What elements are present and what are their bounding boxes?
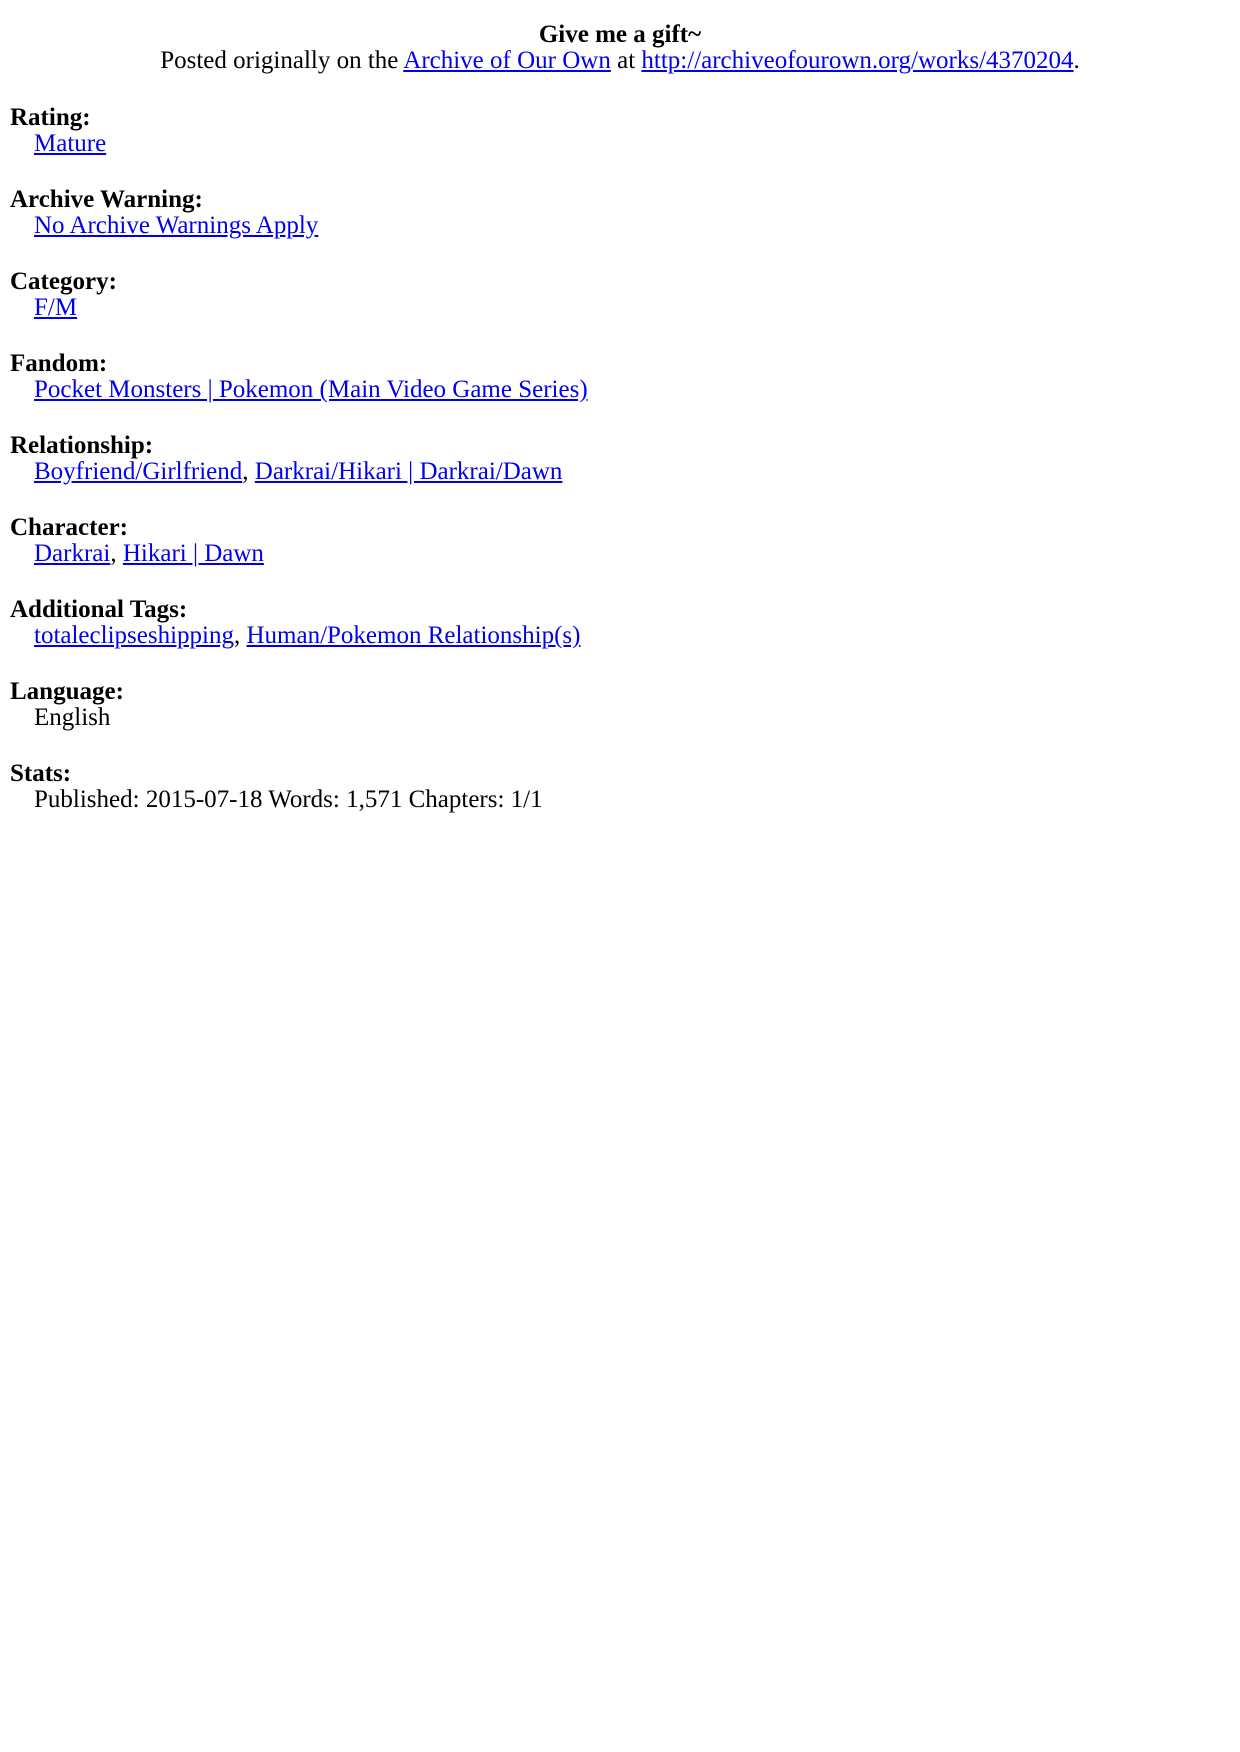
byline xyxy=(10,48,1230,74)
tag-link[interactable]: Mature xyxy=(34,130,107,157)
meta-plain-text: English xyxy=(34,704,111,731)
tag-link[interactable]: Darkrai xyxy=(34,540,111,567)
meta-definition xyxy=(34,295,1230,321)
meta-term: Stats: xyxy=(10,760,72,787)
meta-plain-text: Published: 2015-07-18 Words: 1,571 Chapters: 1/1 xyxy=(34,786,543,813)
meta-term: Archive Warning: xyxy=(10,186,203,213)
tag-link[interactable]: Pocket Monsters | Pokemon (Main Video Game Series) xyxy=(34,376,588,403)
archive-of-our-own-link[interactable]: Archive of Our Own xyxy=(403,47,611,74)
meta-definition xyxy=(34,541,1230,567)
meta-term: Fandom: xyxy=(10,350,108,377)
tag-separator: , xyxy=(242,458,255,485)
meta-term: Character: xyxy=(10,514,128,541)
meta-term: Category: xyxy=(10,268,117,295)
meta-definition xyxy=(34,131,1230,157)
work-url-link[interactable]: http://archiveofourown.org/works/4370204 xyxy=(641,47,1074,74)
tag-link[interactable]: totaleclipseshipping xyxy=(34,622,234,649)
meta-definition xyxy=(34,377,1230,403)
meta-definition xyxy=(34,213,1230,239)
document-page xyxy=(10,22,1230,813)
meta-definition xyxy=(34,459,1230,485)
tag-link[interactable]: Human/Pokemon Relationship(s) xyxy=(246,622,581,649)
meta-definition xyxy=(34,705,1230,731)
tag-link[interactable]: Hikari | Dawn xyxy=(122,540,264,567)
meta-definition xyxy=(34,787,1230,813)
tag-link[interactable]: No Archive Warnings Apply xyxy=(34,212,319,239)
work-title: Give me a gift~ xyxy=(538,21,702,48)
tag-link[interactable]: F/M xyxy=(34,294,78,321)
byline-prefix-text: Posted originally on the xyxy=(160,47,404,74)
work-meta-list xyxy=(10,105,1230,813)
meta-term: Language: xyxy=(10,678,124,705)
work-preface xyxy=(10,22,1230,74)
tag-link[interactable]: Boyfriend/Girlfriend xyxy=(34,458,243,485)
meta-term: Rating: xyxy=(10,104,91,131)
meta-term: Relationship: xyxy=(10,432,154,459)
meta-definition xyxy=(34,623,1230,649)
meta-term: Additional Tags: xyxy=(10,596,188,623)
tag-separator: , xyxy=(110,540,123,567)
tag-link[interactable]: Darkrai/Hikari | Darkrai/Dawn xyxy=(254,458,563,485)
byline-connector-text: at xyxy=(610,47,642,74)
tag-separator: , xyxy=(233,622,247,649)
byline-period-text: . xyxy=(1073,47,1080,74)
